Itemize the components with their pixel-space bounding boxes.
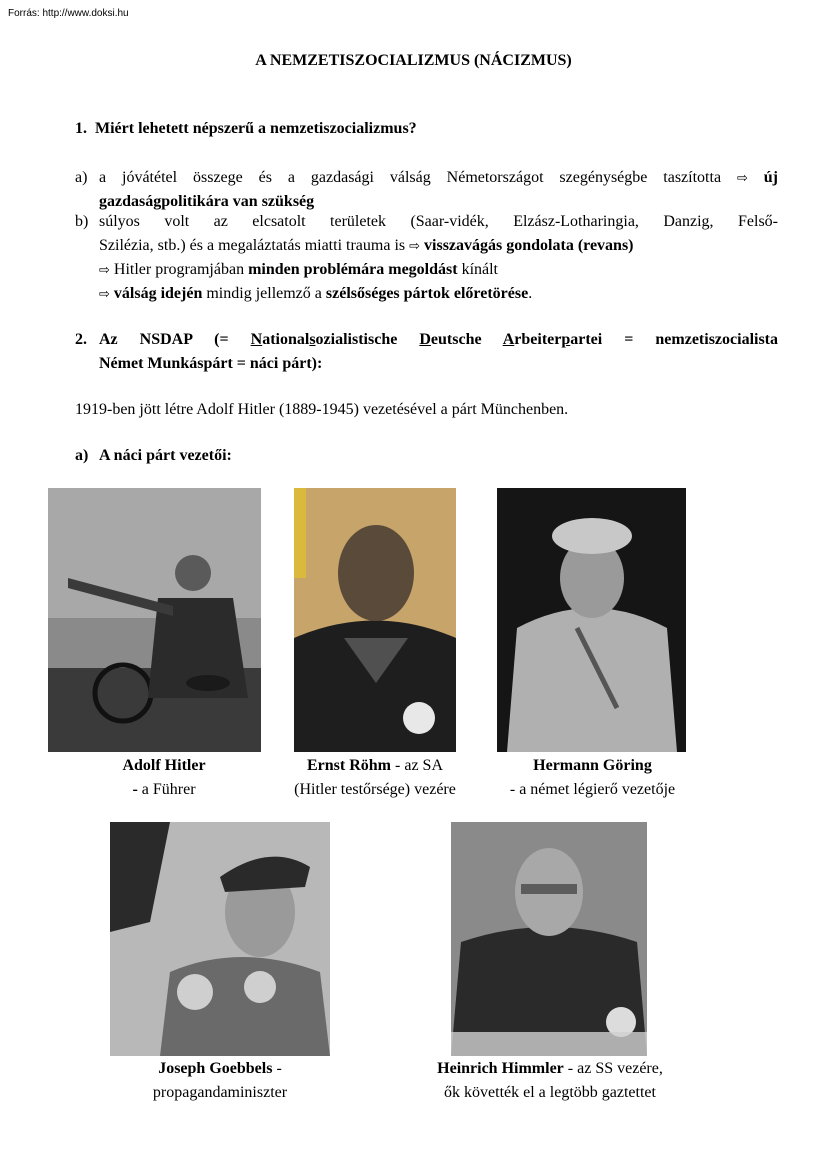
item-a-line-2: gazdaságpolitikára van szükség xyxy=(99,193,315,210)
arrow-icon: ⇨ xyxy=(409,239,421,254)
section-1-title: Miért lehetett népszerű a nemzetiszocializmus? xyxy=(95,120,417,137)
section-2-line-1: Az NSDAP (= Nationalsozialistische Deutsche Arbeiterpartei = nemzetiszocialista xyxy=(99,331,779,348)
list-item-b xyxy=(75,210,778,310)
caption-himmler: Heinrich Himmler - az SS vezére, ők követték el a legtöbb gaztettet xyxy=(437,1060,663,1101)
item-b-line-2: Szilézia, stb.) és a megaláztatás miatti trauma is ⇨ visszavágás gondolata (revans) xyxy=(99,237,634,254)
hitler-photo xyxy=(48,488,261,752)
caption-rohm: Ernst Röhm - az SA (Hitler testőrsége) vezére xyxy=(294,757,456,798)
source-link[interactable]: Forrás: http://www.doksi.hu xyxy=(8,8,129,19)
page-title: A NEMZETISZOCIALIZMUS (NÁCIZMUS) xyxy=(255,52,572,69)
section-1-heading xyxy=(75,120,417,138)
arrow-icon: ⇨ xyxy=(736,171,748,186)
caption-hitler: Adolf Hitler - a Führer xyxy=(122,757,206,798)
rohm-photo xyxy=(294,488,456,752)
item-b-line-4: ⇨ válság idején mindig jellemző a szélsőséges pártok előretörése. xyxy=(99,285,533,302)
arrow-icon: ⇨ xyxy=(99,263,110,278)
caption-goebbels: Joseph Goebbels - propagandaminiszter xyxy=(152,1060,288,1101)
goring-photo xyxy=(497,488,686,752)
himmler-photo xyxy=(451,822,647,1056)
goebbels-photo xyxy=(110,822,330,1056)
party-founding-text: 1919-ben jött létre Adolf Hitler (1889-1945) vezetésével a párt Münchenben. xyxy=(75,401,569,418)
section-2-line-2: Német Munkáspárt = náci párt): xyxy=(99,355,323,372)
section-1-number: 1. xyxy=(75,120,87,137)
item-b-line-1: súlyos volt az elcsatolt területek (Saar-vidék, Elzász-Lotharingia, Danzig, Felső- xyxy=(99,213,778,230)
item-a-line-1: a jóvátétel összege és a gazdasági válság Németországot szegénységbe taszította ⇨ új xyxy=(99,169,778,186)
item-a-label: a) xyxy=(75,169,88,186)
list-item-a xyxy=(75,166,778,216)
arrow-icon: ⇨ xyxy=(99,287,110,302)
item-b-line-3: ⇨ Hitler programjában minden problémára megoldást kínált xyxy=(99,261,498,278)
section-2-number: 2. xyxy=(75,331,87,348)
section-2-heading xyxy=(75,328,778,378)
caption-goring: Hermann Göring - a német légierő vezetője xyxy=(509,757,676,798)
item-b-label: b) xyxy=(75,213,89,230)
